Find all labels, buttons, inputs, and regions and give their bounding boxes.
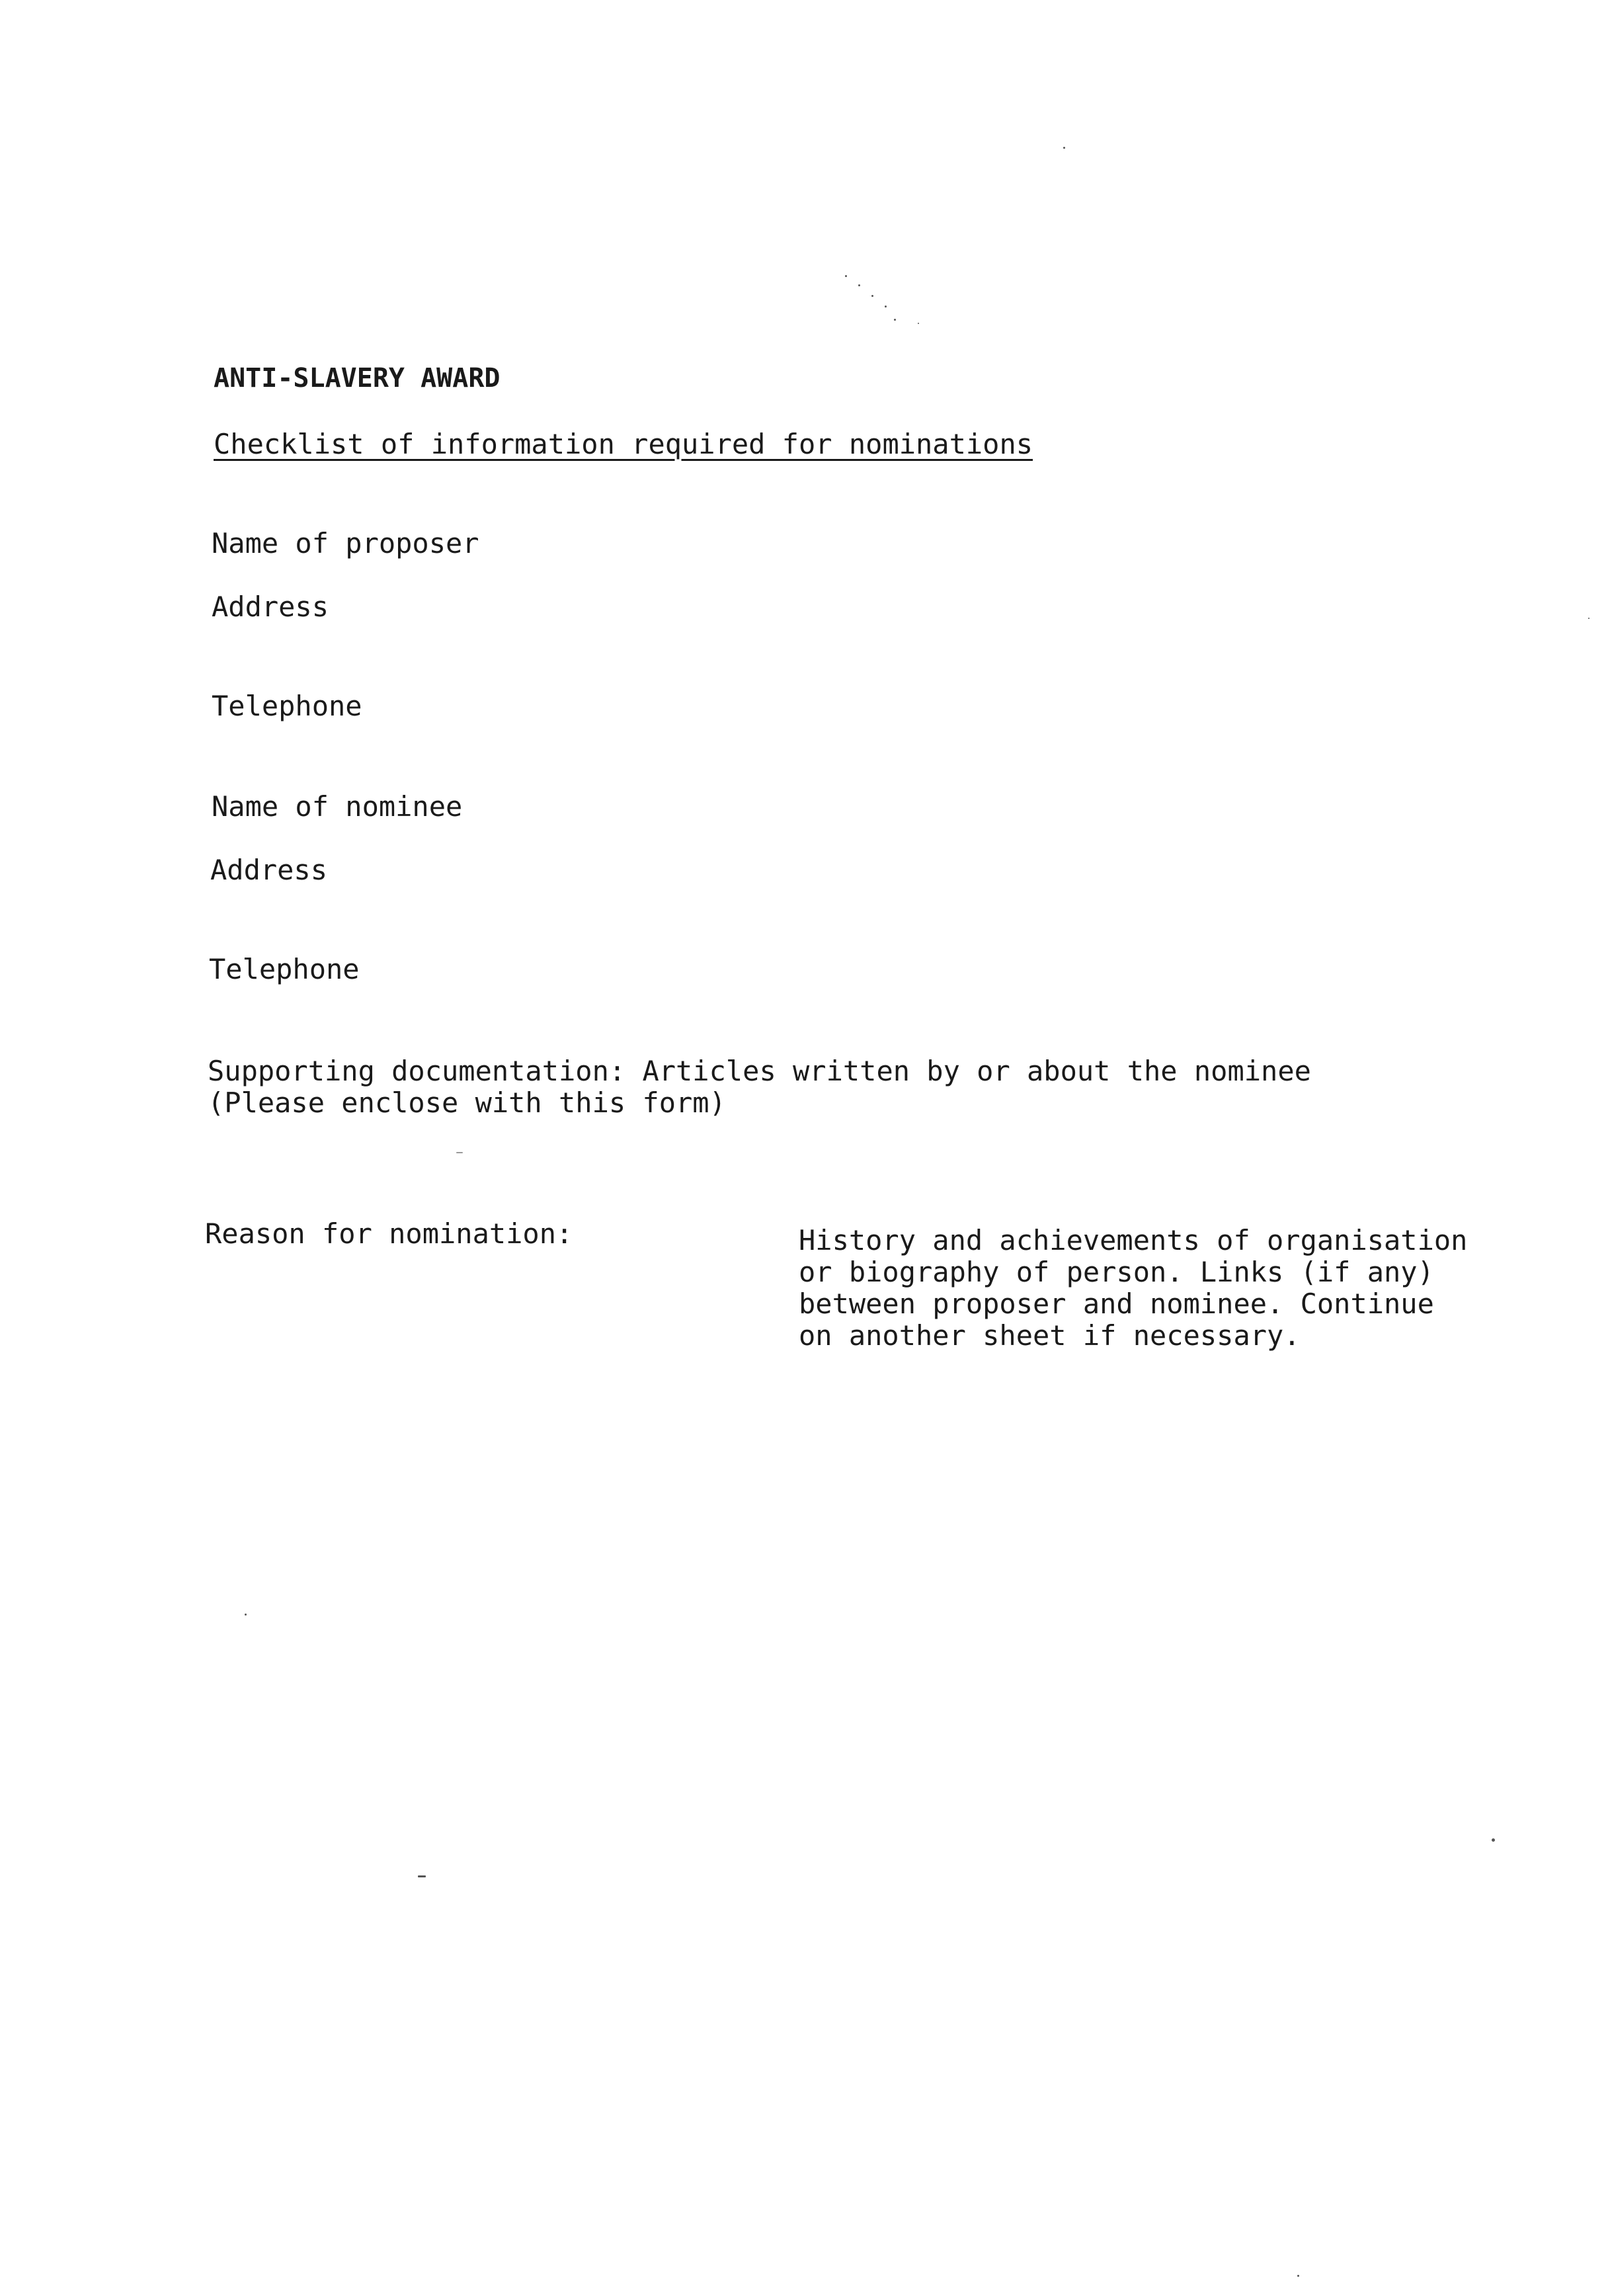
scan-speck (885, 306, 887, 308)
scan-speck (245, 1614, 247, 1616)
proposer-telephone-label: Telephone (212, 690, 362, 722)
scan-speck (894, 319, 896, 321)
document-title: ANTI-SLAVERY AWARD (214, 363, 501, 393)
document-subtitle: Checklist of information required for nominations (214, 428, 1033, 460)
reason-note-line: History and achievements of organisation (799, 1224, 1468, 1256)
proposer-address-label: Address (212, 591, 329, 623)
scan-speck (1297, 2275, 1299, 2277)
proposer-name-label: Name of proposer (212, 527, 479, 559)
scan-speck (858, 284, 860, 286)
scan-speck (845, 275, 847, 277)
nominee-name-label: Name of nominee (212, 790, 463, 823)
scan-speck (1492, 1838, 1495, 1842)
scan-speck (871, 295, 873, 297)
scan-speck (1588, 618, 1589, 619)
scan-speck (1063, 147, 1065, 149)
scan-speck (418, 1875, 426, 1877)
supporting-documentation-note: (Please enclose with this form) (208, 1086, 726, 1119)
reason-note-line: or biography of person. Links (if any) (799, 1256, 1434, 1288)
reason-note-line: between proposer and nominee. Continue (799, 1288, 1434, 1320)
supporting-documentation-line: Supporting documentation: Articles written by or about the nominee (208, 1055, 1311, 1087)
reason-note-line: on another sheet if necessary. (799, 1319, 1301, 1352)
scan-speck (918, 323, 919, 324)
scan-speck (456, 1152, 463, 1153)
nominee-telephone-label: Telephone (209, 953, 360, 985)
reason-label: Reason for nomination: (205, 1217, 573, 1250)
nominee-address-label: Address (210, 854, 328, 886)
